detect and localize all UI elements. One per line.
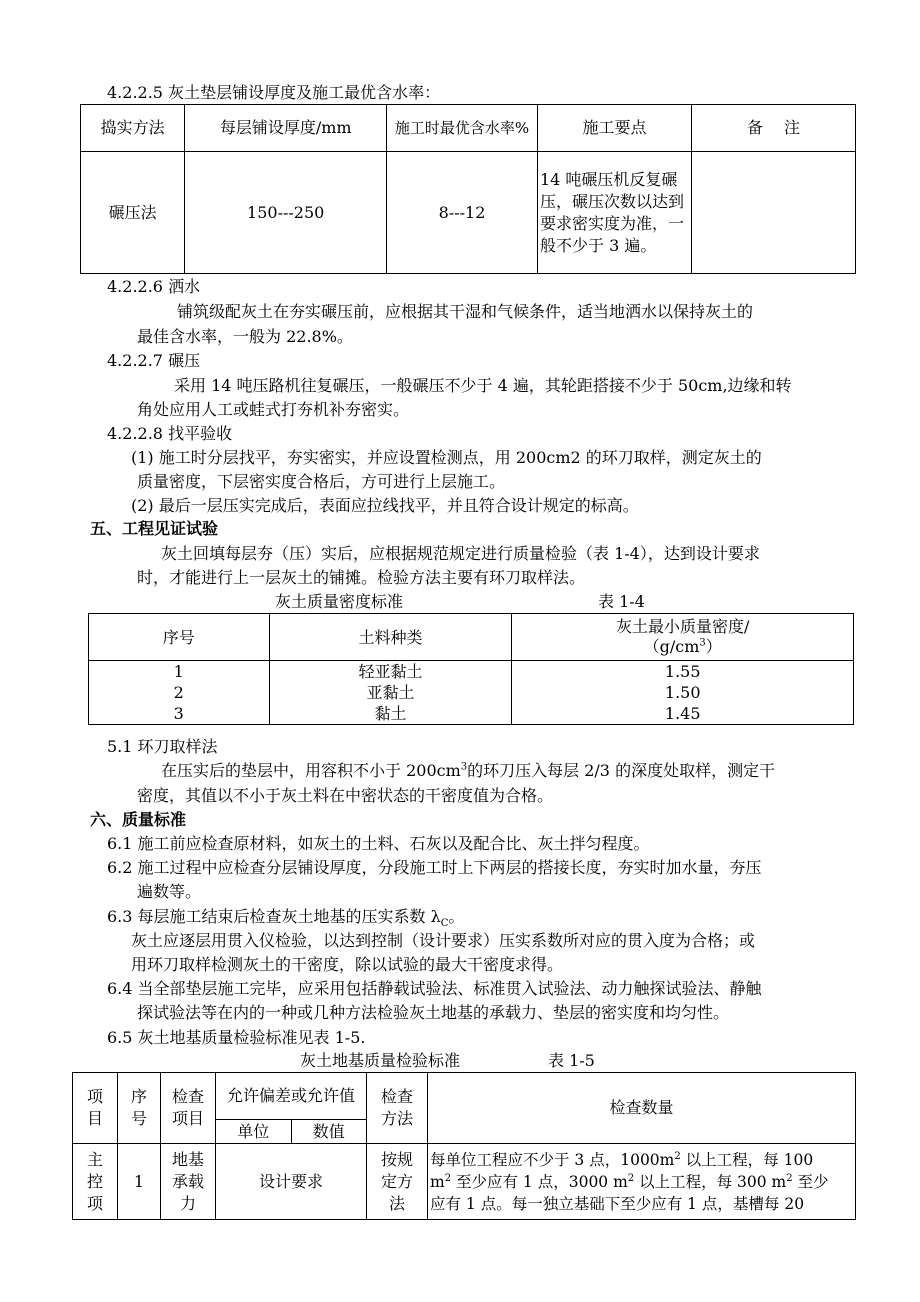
section-5-heading: 五、工程见证试验 (90, 519, 219, 538)
cell-key-points: 14 吨碾压机反复碾压，碾压次数以达到要求密实度为准，一般不少于 3 遍。 (537, 152, 691, 274)
table-1-5-number: 表 1-5 (548, 1051, 595, 1070)
section-5-para-line2: 时，才能进行上一层灰土的铺摊。检验方法主要有环刀取样法。 (137, 568, 586, 587)
header-key-points: 施工要点 (537, 105, 691, 152)
qty-2-sup3: 2 (786, 1172, 793, 1184)
header-unit: 单位 (216, 1120, 292, 1144)
section-51-title: 5.1 环刀取样法 (107, 737, 218, 756)
header-min-density-text: 灰土最小质量密度/ (616, 617, 750, 636)
header-soil-type: 土料种类 (269, 614, 512, 661)
table-row (73, 1144, 856, 1220)
cell-method: 碾压法 (81, 152, 185, 274)
section-4227-para-line2: 角处应用人工或蛙式打夯机补夯密实。 (137, 400, 410, 419)
table-row (89, 661, 854, 683)
table-1-5-title: 灰土地基质量检验标准 (300, 1051, 461, 1070)
section-51-para-line2: 密度，其值以不小于灰土料在中密状态的干密度值为合格。 (137, 786, 554, 805)
header-unit-sup: 3 (699, 637, 706, 649)
header-check-quantity: 检查数量 (428, 1073, 856, 1144)
section-4228-title: 4.2.2.8 找平验收 (107, 424, 233, 443)
item-62-line1: 6.2 施工过程中应检查分层铺设厚度，分段施工时上下两层的搭接长度，夯实时加水量，夯压 (107, 858, 762, 877)
section-4226-para-line1: 铺筑级配灰土在夯实碾压前，应根据其干湿和气候条件，适当地洒水以保持灰土的 (177, 302, 754, 321)
item-63-sub: C (440, 918, 449, 930)
section-4227-para-line1: 采用 14 吨压路机往复碾压，一般碾压不少于 4 遍，其轮距搭接不少于 50cm,边缘和转 (174, 376, 792, 395)
cell-remarks (692, 152, 856, 274)
section-51-text-b: 的环刀压入每层 2/3 的深度处取样，测定干 (467, 761, 776, 780)
header-unit-suffix: ） (705, 637, 722, 656)
header-item-text: 项目 (86, 1087, 103, 1128)
item-63-text-b: 。 (448, 907, 465, 926)
header-check-item (161, 1073, 216, 1144)
header-check-item-text: 检查项目 (171, 1087, 204, 1128)
section-4226-title: 4.2.2.6 洒水 (107, 277, 201, 296)
header-serial (118, 1073, 161, 1144)
section-6-heading: 六、质量标准 (90, 810, 187, 829)
table-row (81, 152, 856, 274)
cell-moisture: 8---12 (387, 152, 538, 274)
section-4227-title: 4.2.2.7 碾压 (107, 351, 201, 370)
table-header-row (81, 105, 856, 152)
table-1-4-number: 表 1-4 (598, 592, 645, 611)
section-4228-item1-line1: (1) 施工时分层找平，夯实密实，并应设置检测点，用 200cm2 的环刀取样，测定灰土的 (131, 448, 762, 467)
item-65: 6.5 灰土地基质量检验标准见表 1-5. (107, 1028, 366, 1047)
section-51-sup: 3 (460, 761, 468, 773)
qty-2a: m (430, 1172, 445, 1191)
cell-density: 1.55 (512, 661, 854, 683)
cell-check-method-text: 按规定方法 (380, 1149, 413, 1213)
item-64-line2: 探试验法等在内的一种或几种方法检验灰土地基的承载力、垫层的密实度和均匀性。 (137, 1003, 730, 1022)
header-allowance (216, 1073, 367, 1120)
section-4226-para-line2: 最佳含水率，一般为 22.8%。 (137, 327, 353, 346)
density-table (88, 613, 854, 725)
table-row (89, 682, 854, 703)
item-61: 6.1 施工前应检查原材料，如灰土的土料、石灰以及配合比、灰土拌匀程度。 (107, 834, 650, 853)
table-header-row (89, 614, 854, 661)
cell-serial: 1 (89, 661, 270, 683)
qty-2-sup2: 2 (627, 1172, 635, 1184)
cell-thickness: 150---250 (185, 152, 387, 274)
section-4225-title: 4.2.2.5 灰土垫层铺设厚度及施工最优含水率： (107, 83, 441, 102)
cell-density: 1.50 (512, 682, 854, 703)
cell-soil-type: 黏土 (269, 703, 512, 725)
header-moisture-text: 施工时最优含水率% (394, 118, 530, 137)
item-63-line1 (107, 906, 464, 928)
qty-2c: 以上工程，每 300 m (634, 1172, 787, 1191)
header-check-method (367, 1073, 428, 1144)
header-value: 数值 (291, 1120, 367, 1144)
qty-1-sup: 2 (674, 1150, 681, 1162)
cell-item (73, 1144, 118, 1220)
item-62-line2: 遍数等。 (137, 882, 202, 901)
section-51-text-a: 在压实后的垫层中，用容积不小于 200cm (161, 761, 461, 780)
section-4228-item1-line2: 质量密度，下层密实度合格后，方可进行上层施工。 (137, 472, 506, 491)
qty-1a: 每单位工程应不少于 3 点，1000m (430, 1150, 675, 1169)
item-64-line1: 6.4 当全部垫层施工完毕，应采用包括静载试验法、标准贯入试验法、动力触探试验法、静触 (107, 979, 762, 998)
header-layer-thickness: 每层铺设厚度/mm (185, 105, 387, 152)
cell-check-method (367, 1144, 428, 1220)
section-5-para-line1: 灰土回填每层夯（压）实后，应根据规范规定进行质量检验（表 1-4），达到设计要求 (161, 544, 760, 563)
header-moisture (387, 105, 538, 152)
header-compaction-method: 捣实方法 (81, 105, 185, 152)
header-allowance-text: 允许偏差或允许值 (227, 1086, 356, 1105)
section-51-para-line1 (161, 760, 775, 782)
cell-soil-type: 轻亚黏土 (269, 661, 512, 683)
cell-soil-type: 亚黏土 (269, 682, 512, 703)
table-row (89, 703, 854, 725)
cell-serial: 2 (89, 682, 270, 703)
item-63-text-a: 6.3 每层施工结束后检查灰土地基的压实系数 λ (107, 907, 441, 926)
cell-check-item (161, 1144, 216, 1220)
section-4228-item2: (2) 最后一层压实完成后，表面应拉线找平，并且符合设计规定的标高。 (131, 496, 639, 515)
qty-2d: 至少 (792, 1172, 829, 1191)
cell-serial: 1 (118, 1144, 161, 1220)
qty-3: 应有 1 点。每一独立基础下至少应有 1 点，基槽每 20 (430, 1194, 805, 1213)
header-check-method-text: 检查方法 (380, 1087, 413, 1128)
cell-check-quantity (428, 1144, 856, 1220)
header-item (73, 1073, 118, 1144)
header-serial: 序号 (89, 614, 270, 661)
item-63-line2: 灰土应逐层用贯入仪检验，以达到控制（设计要求）压实系数所对应的贯入度为合格；或 (131, 931, 756, 950)
header-remarks: 备 注 (692, 105, 856, 152)
cell-serial: 3 (89, 703, 270, 725)
item-63-line3: 用环刀取样检测灰土的干密度，除以试验的最大干密度求得。 (131, 955, 564, 974)
compaction-table (80, 104, 856, 274)
cell-check-item-text: 地基承载力 (171, 1149, 204, 1213)
header-unit-prefix: （g/cm (643, 637, 700, 656)
qty-2b: 至少应有 1 点，3000 m (451, 1172, 628, 1191)
table-header-row (73, 1073, 856, 1120)
header-min-density (512, 614, 854, 661)
cell-allowance: 设计要求 (216, 1144, 367, 1220)
qty-2-sup: 2 (444, 1172, 452, 1184)
cell-item-text: 主控项 (86, 1149, 103, 1213)
qty-1b: 以上工程，每 100 (680, 1150, 814, 1169)
cell-density: 1.45 (512, 703, 854, 725)
header-serial-text: 序号 (130, 1087, 147, 1128)
table-1-4-title: 灰土质量密度标准 (275, 592, 404, 611)
quality-standard-table (72, 1072, 856, 1220)
